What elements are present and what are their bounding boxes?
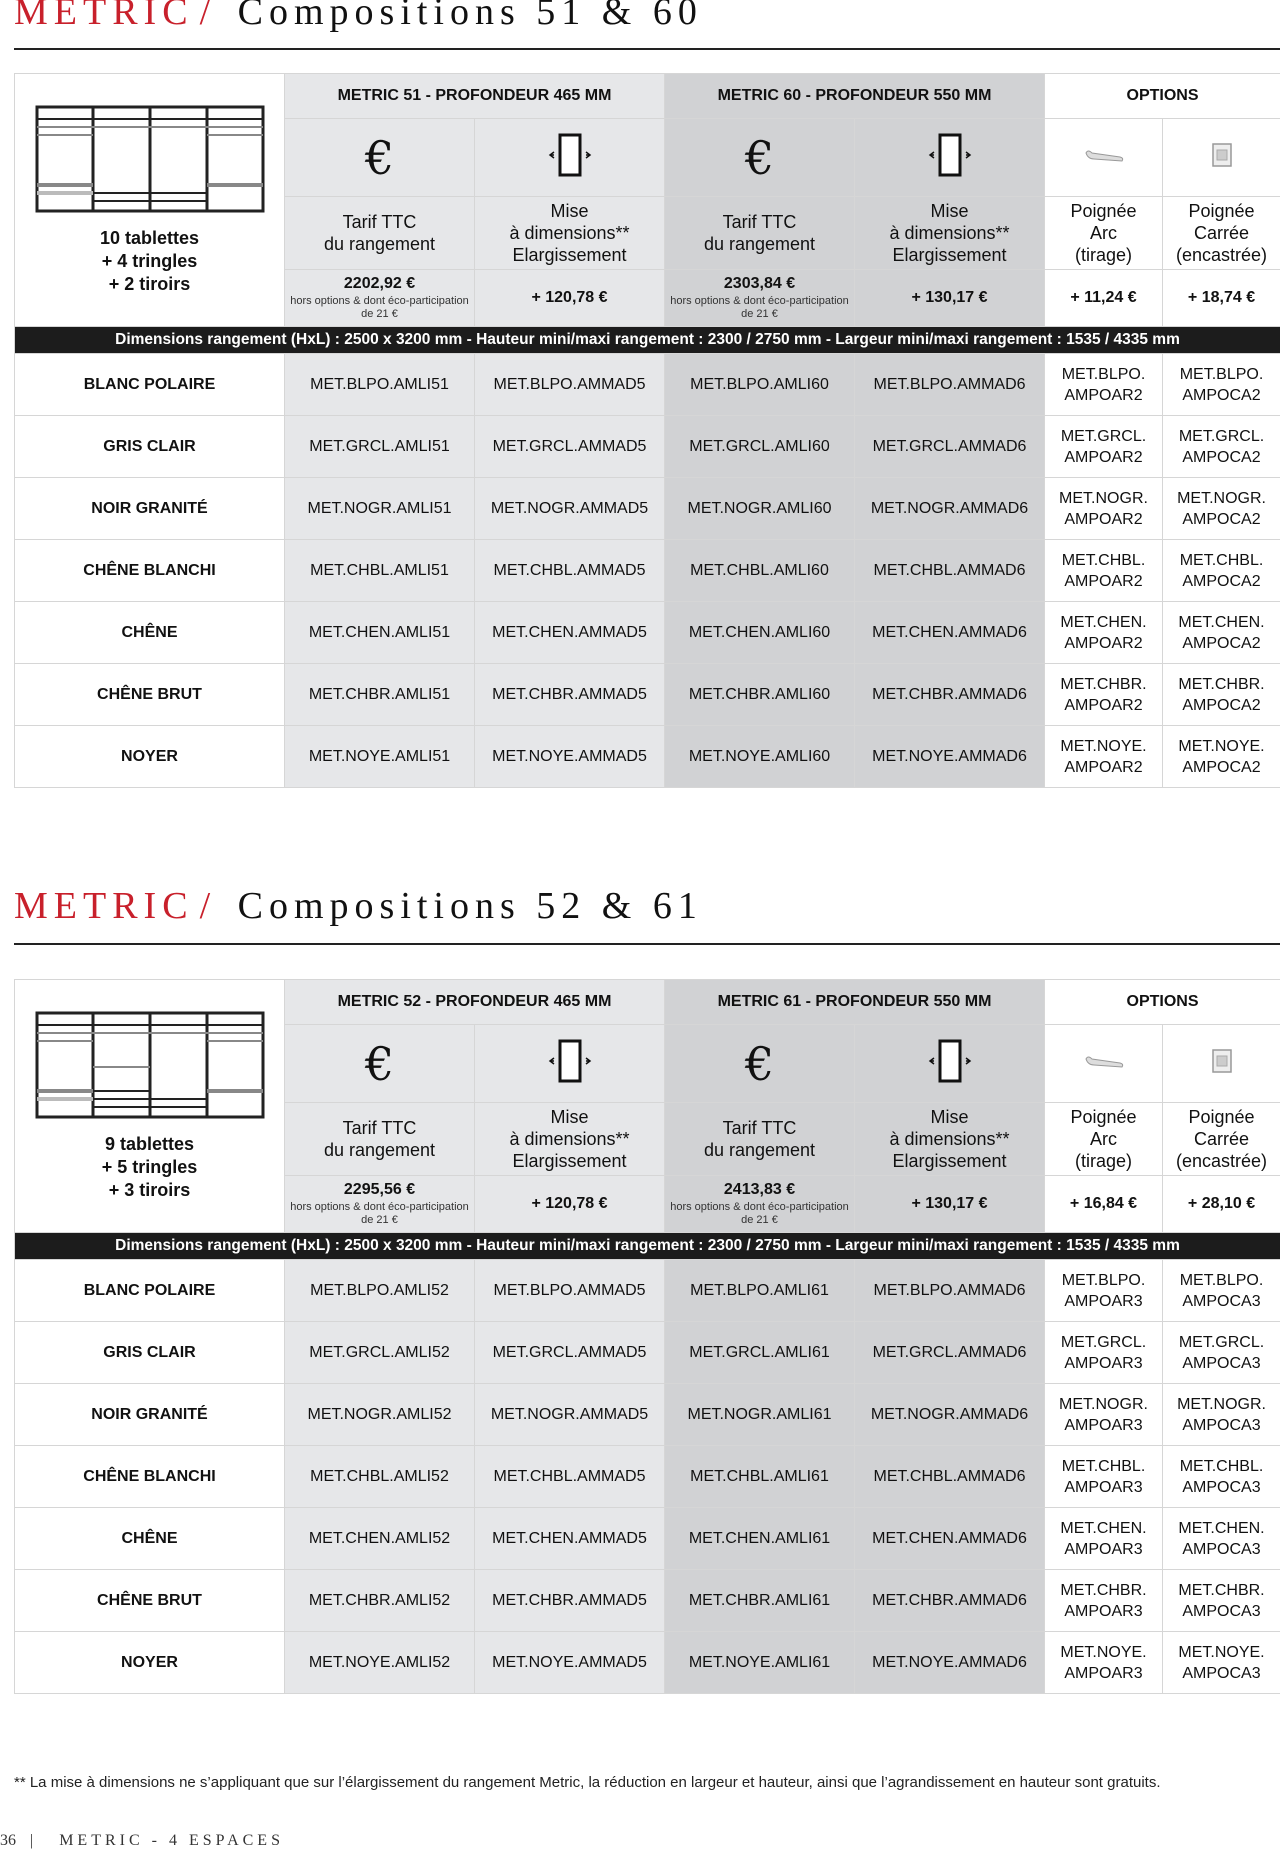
square-handle-icon: [1163, 1025, 1280, 1103]
sku-b-mise: MET.CHBR.AMMAD6: [855, 664, 1045, 726]
sku-a: MET.NOGR.AMLI51: [285, 478, 475, 540]
sku-a: MET.GRCL.AMLI51: [285, 416, 475, 478]
sku-a-mise: MET.NOYE.AMMAD5: [475, 1632, 665, 1694]
sku-b: MET.GRCL.AMLI61: [665, 1322, 855, 1384]
sku-a: MET.GRCL.AMLI52: [285, 1322, 475, 1384]
table-row: [15, 602, 1280, 664]
mise-label: Mise à dimensions** Elargissement: [855, 1103, 1045, 1176]
tarif-label: Tarif TTC du rangement: [665, 197, 855, 270]
sku-b: MET.NOYE.AMLI61: [665, 1632, 855, 1694]
sku-b: MET.BLPO.AMLI60: [665, 354, 855, 416]
finish-name: CHÊNE: [15, 1508, 285, 1570]
options-header: OPTIONS: [1045, 980, 1280, 1025]
mise-label: Mise à dimensions** Elargissement: [475, 1103, 665, 1176]
square-handle-icon: [1163, 119, 1280, 197]
finish-name: NOYER: [15, 726, 285, 788]
model-a-header: METRIC 52 - PROFONDEUR 465 MM: [285, 980, 665, 1025]
sku-b: MET.CHBR.AMLI60: [665, 664, 855, 726]
arc-handle-icon: [1045, 119, 1163, 197]
tarif-label: Tarif TTC du rangement: [285, 197, 475, 270]
arc-handle-label: Poignée Arc (tirage): [1045, 1103, 1163, 1176]
page-footer: [0, 1832, 284, 1850]
sku-b: MET.CHBL.AMLI61: [665, 1446, 855, 1508]
sku-square-handle: MET.NOGR. AMPOCA2: [1163, 478, 1280, 540]
sku-b: MET.NOGR.AMLI60: [665, 478, 855, 540]
mise-price-b: + 130,17 €: [855, 270, 1045, 327]
title-rule: [14, 48, 1280, 50]
finish-name: BLANC POLAIRE: [15, 354, 285, 416]
table-row: [15, 1570, 1280, 1632]
finish-name: CHÊNE BRUT: [15, 664, 285, 726]
finish-name: CHÊNE BRUT: [15, 1570, 285, 1632]
sku-b-mise: MET.NOGR.AMMAD6: [855, 1384, 1045, 1446]
sku-arc-handle: MET.CHBL. AMPOAR2: [1045, 540, 1163, 602]
price-a: 2202,92 € hors options & dont éco-participation de 21 €: [285, 270, 475, 327]
euro-icon: €: [665, 119, 855, 197]
square-handle-label: Poignée Carrée (encastrée): [1163, 197, 1280, 270]
model-a-header: METRIC 51 - PROFONDEUR 465 MM: [285, 74, 665, 119]
sku-a: MET.CHEN.AMLI52: [285, 1508, 475, 1570]
arc-handle-icon: [1045, 1025, 1163, 1103]
footnote: ** La mise à dimensions ne s’appliquant que sur l’élargissement du rangement Metric, la réduction en largeur et hauteur, ainsi que l’agrandissement en hauteur sont gratuits.: [14, 1774, 1161, 1791]
section-title: METRIC / Compositions 52 & 61: [14, 885, 703, 927]
square-handle-price: + 18,74 €: [1163, 270, 1280, 327]
sku-b-mise: MET.NOYE.AMMAD6: [855, 726, 1045, 788]
composition-cell: [15, 980, 285, 1233]
mise-price-b: + 130,17 €: [855, 1176, 1045, 1233]
table-row: [15, 1508, 1280, 1570]
tarif-label: Tarif TTC du rangement: [665, 1103, 855, 1176]
table-row: [15, 478, 1280, 540]
square-handle-price: + 28,10 €: [1163, 1176, 1280, 1233]
sku-a: MET.CHBR.AMLI51: [285, 664, 475, 726]
square-handle-label: Poignée Carrée (encastrée): [1163, 1103, 1280, 1176]
finish-name: CHÊNE BLANCHI: [15, 1446, 285, 1508]
sku-a: MET.NOYE.AMLI51: [285, 726, 475, 788]
sku-b-mise: MET.BLPO.AMMAD6: [855, 1260, 1045, 1322]
sku-a: MET.CHEN.AMLI51: [285, 602, 475, 664]
wardrobe-resize-icon: [475, 1025, 665, 1103]
composition-description: 9 tablettes + 5 tringles + 3 tiroirs: [101, 1133, 198, 1200]
arc-handle-price: + 11,24 €: [1045, 270, 1163, 327]
sku-arc-handle: MET.CHBL. AMPOAR3: [1045, 1446, 1163, 1508]
sku-a-mise: MET.NOYE.AMMAD5: [475, 726, 665, 788]
sku-square-handle: MET.BLPO. AMPOCA3: [1163, 1260, 1280, 1322]
sku-b-mise: MET.CHEN.AMMAD6: [855, 602, 1045, 664]
table-row: [15, 664, 1280, 726]
sku-a: MET.CHBR.AMLI52: [285, 1570, 475, 1632]
sku-b-mise: MET.NOYE.AMMAD6: [855, 1632, 1045, 1694]
table-row: [15, 1446, 1280, 1508]
mise-price-a: + 120,78 €: [475, 1176, 665, 1233]
sku-square-handle: MET.CHEN. AMPOCA2: [1163, 602, 1280, 664]
sku-arc-handle: MET.CHBR. AMPOAR2: [1045, 664, 1163, 726]
sku-a: MET.BLPO.AMLI52: [285, 1260, 475, 1322]
sku-a-mise: MET.GRCL.AMMAD5: [475, 1322, 665, 1384]
euro-icon: €: [285, 119, 475, 197]
wardrobe-diagram-icon: [35, 1011, 265, 1121]
sku-a-mise: MET.NOGR.AMMAD5: [475, 478, 665, 540]
mise-label: Mise à dimensions** Elargissement: [475, 197, 665, 270]
table-row: [15, 1260, 1280, 1322]
sku-arc-handle: MET.GRCL. AMPOAR2: [1045, 416, 1163, 478]
sku-a: MET.BLPO.AMLI51: [285, 354, 475, 416]
sku-a-mise: MET.CHBR.AMMAD5: [475, 664, 665, 726]
table-row: [15, 1322, 1280, 1384]
sku-square-handle: MET.GRCL. AMPOCA3: [1163, 1322, 1280, 1384]
sku-a-mise: MET.BLPO.AMMAD5: [475, 354, 665, 416]
sku-a: MET.CHBL.AMLI51: [285, 540, 475, 602]
sku-a-mise: MET.CHBL.AMMAD5: [475, 1446, 665, 1508]
sku-arc-handle: MET.NOYE. AMPOAR3: [1045, 1632, 1163, 1694]
table-row: [15, 354, 1280, 416]
title-rule: [14, 943, 1280, 945]
sku-b: MET.CHBL.AMLI60: [665, 540, 855, 602]
sku-a-mise: MET.CHBL.AMMAD5: [475, 540, 665, 602]
sku-b: MET.GRCL.AMLI60: [665, 416, 855, 478]
sku-square-handle: MET.CHBR. AMPOCA2: [1163, 664, 1280, 726]
sku-arc-handle: MET.CHBR. AMPOAR3: [1045, 1570, 1163, 1632]
sku-b-mise: MET.CHEN.AMMAD6: [855, 1508, 1045, 1570]
finish-name: NOIR GRANITÉ: [15, 1384, 285, 1446]
sku-b: MET.BLPO.AMLI61: [665, 1260, 855, 1322]
sku-a: MET.CHBL.AMLI52: [285, 1446, 475, 1508]
sku-b-mise: MET.CHBR.AMMAD6: [855, 1570, 1045, 1632]
sku-b: MET.CHEN.AMLI60: [665, 602, 855, 664]
sku-square-handle: MET.NOGR. AMPOCA3: [1163, 1384, 1280, 1446]
finish-name: BLANC POLAIRE: [15, 1260, 285, 1322]
sku-a-mise: MET.BLPO.AMMAD5: [475, 1260, 665, 1322]
sku-b-mise: MET.GRCL.AMMAD6: [855, 416, 1045, 478]
finish-name: NOIR GRANITÉ: [15, 478, 285, 540]
sku-a-mise: MET.NOGR.AMMAD5: [475, 1384, 665, 1446]
sku-arc-handle: MET.NOYE. AMPOAR2: [1045, 726, 1163, 788]
model-b-header: METRIC 61 - PROFONDEUR 550 MM: [665, 980, 1045, 1025]
page-number: 36: [0, 1832, 16, 1849]
model-b-header: METRIC 60 - PROFONDEUR 550 MM: [665, 74, 1045, 119]
pricing-table: [14, 979, 1280, 1694]
finish-name: GRIS CLAIR: [15, 416, 285, 478]
sku-arc-handle: MET.GRCL. AMPOAR3: [1045, 1322, 1163, 1384]
sku-b: MET.NOYE.AMLI60: [665, 726, 855, 788]
table-row: [15, 1384, 1280, 1446]
sku-b-mise: MET.NOGR.AMMAD6: [855, 478, 1045, 540]
sku-square-handle: MET.CHBR. AMPOCA3: [1163, 1570, 1280, 1632]
sku-square-handle: MET.NOYE. AMPOCA2: [1163, 726, 1280, 788]
wardrobe-diagram-icon: [35, 105, 265, 215]
sku-b-mise: MET.GRCL.AMMAD6: [855, 1322, 1045, 1384]
sku-square-handle: MET.BLPO. AMPOCA2: [1163, 354, 1280, 416]
table-row: [15, 416, 1280, 478]
sku-arc-handle: MET.CHEN. AMPOAR2: [1045, 602, 1163, 664]
euro-icon: €: [285, 1025, 475, 1103]
price-a: 2295,56 € hors options & dont éco-participation de 21 €: [285, 1176, 475, 1233]
dimensions-bar: Dimensions rangement (HxL) : 2500 x 3200 mm - Hauteur mini/maxi rangement : 2300 / 2750 mm - Largeur mini/maxi rangement : 1535 / 4335 mm: [15, 1233, 1280, 1260]
arc-handle-label: Poignée Arc (tirage): [1045, 197, 1163, 270]
sku-arc-handle: MET.BLPO. AMPOAR2: [1045, 354, 1163, 416]
sku-a-mise: MET.CHBR.AMMAD5: [475, 1570, 665, 1632]
sku-square-handle: MET.CHBL. AMPOCA2: [1163, 540, 1280, 602]
sku-square-handle: MET.CHBL. AMPOCA3: [1163, 1446, 1280, 1508]
arc-handle-price: + 16,84 €: [1045, 1176, 1163, 1233]
table-row: [15, 540, 1280, 602]
sku-a-mise: MET.CHEN.AMMAD5: [475, 602, 665, 664]
price-b: 2303,84 € hors options & dont éco-participation de 21 €: [665, 270, 855, 327]
sku-arc-handle: MET.NOGR. AMPOAR3: [1045, 1384, 1163, 1446]
sku-a: MET.NOGR.AMLI52: [285, 1384, 475, 1446]
finish-name: CHÊNE BLANCHI: [15, 540, 285, 602]
section-title: METRIC / Compositions 51 & 60: [14, 0, 703, 33]
sku-arc-handle: MET.NOGR. AMPOAR2: [1045, 478, 1163, 540]
dimensions-bar: Dimensions rangement (HxL) : 2500 x 3200 mm - Hauteur mini/maxi rangement : 2300 / 2750 mm - Largeur mini/maxi rangement : 1535 / 4335 mm: [15, 327, 1280, 354]
finish-name: GRIS CLAIR: [15, 1322, 285, 1384]
finish-name: NOYER: [15, 1632, 285, 1694]
sku-b-mise: MET.CHBL.AMMAD6: [855, 1446, 1045, 1508]
sku-a-mise: MET.GRCL.AMMAD5: [475, 416, 665, 478]
sku-b-mise: MET.CHBL.AMMAD6: [855, 540, 1045, 602]
wardrobe-resize-icon: [855, 119, 1045, 197]
wardrobe-resize-icon: [855, 1025, 1045, 1103]
sku-b: MET.NOGR.AMLI61: [665, 1384, 855, 1446]
table-row: [15, 726, 1280, 788]
tarif-label: Tarif TTC du rangement: [285, 1103, 475, 1176]
composition-description: 10 tablettes + 4 tringles + 2 tiroirs: [99, 227, 200, 294]
wardrobe-resize-icon: [475, 119, 665, 197]
pricing-table: [14, 73, 1280, 788]
sku-square-handle: MET.GRCL. AMPOCA2: [1163, 416, 1280, 478]
sku-b: MET.CHEN.AMLI61: [665, 1508, 855, 1570]
sku-arc-handle: MET.BLPO. AMPOAR3: [1045, 1260, 1163, 1322]
finish-name: CHÊNE: [15, 602, 285, 664]
sku-a-mise: MET.CHEN.AMMAD5: [475, 1508, 665, 1570]
sku-square-handle: MET.NOYE. AMPOCA3: [1163, 1632, 1280, 1694]
sku-arc-handle: MET.CHEN. AMPOAR3: [1045, 1508, 1163, 1570]
sku-a: MET.NOYE.AMLI52: [285, 1632, 475, 1694]
euro-icon: €: [665, 1025, 855, 1103]
options-header: OPTIONS: [1045, 74, 1280, 119]
sku-b-mise: MET.BLPO.AMMAD6: [855, 354, 1045, 416]
mise-price-a: + 120,78 €: [475, 270, 665, 327]
sku-b: MET.CHBR.AMLI61: [665, 1570, 855, 1632]
mise-label: Mise à dimensions** Elargissement: [855, 197, 1045, 270]
price-b: 2413,83 € hors options & dont éco-participation de 21 €: [665, 1176, 855, 1233]
footer-separator: |: [30, 1832, 34, 1849]
sku-square-handle: MET.CHEN. AMPOCA3: [1163, 1508, 1280, 1570]
running-title: METRIC - 4 ESPACES: [59, 1832, 284, 1849]
composition-cell: [15, 74, 285, 327]
table-row: [15, 1632, 1280, 1694]
